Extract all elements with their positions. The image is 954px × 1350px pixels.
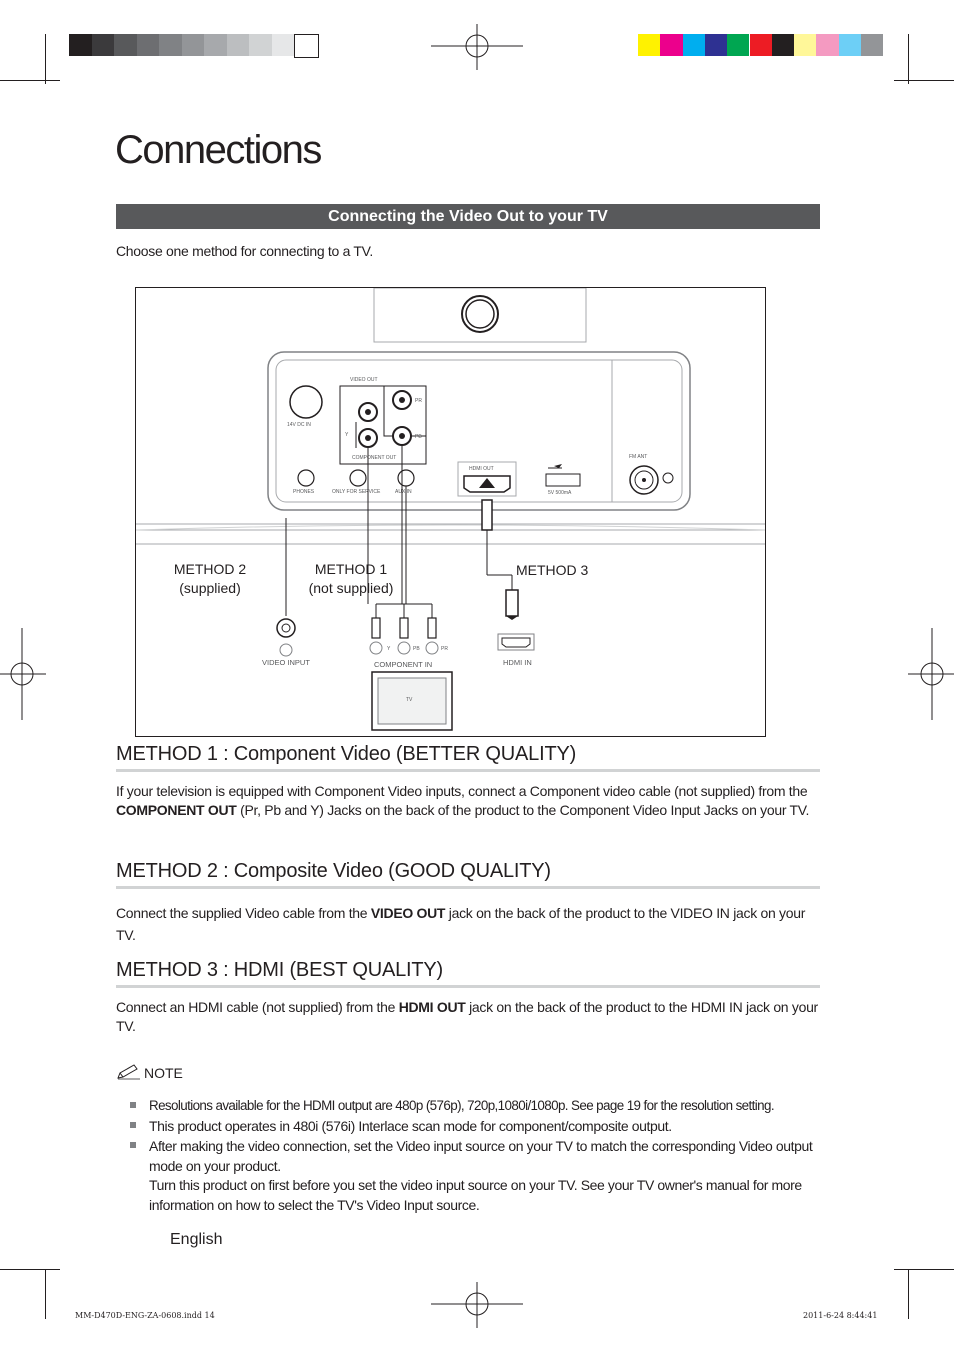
dc-in-label: 14V DC IN bbox=[287, 422, 311, 428]
method1-text-part1: If your television is equipped with Component Video inputs, connect a Component video cable (not supplied) from the bbox=[116, 783, 808, 799]
note-label: NOTE bbox=[144, 1065, 183, 1081]
tv-y-label: Y bbox=[387, 646, 391, 652]
intro-text: Choose one method for connecting to a TV. bbox=[116, 243, 373, 259]
page-title: Connections bbox=[115, 128, 321, 172]
method2-bold-term: VIDEO OUT bbox=[370, 905, 446, 921]
color-swatch bbox=[92, 34, 115, 56]
crop-mark bbox=[894, 1269, 954, 1270]
method3-text bbox=[116, 998, 818, 1036]
y-jack-icon bbox=[359, 429, 377, 447]
color-swatch bbox=[227, 34, 250, 56]
tv-hdmi-in-port-icon bbox=[498, 634, 534, 650]
note-bullet bbox=[130, 1122, 136, 1128]
crop-mark bbox=[0, 80, 60, 81]
method3-label: METHOD 3 bbox=[516, 562, 589, 578]
tv-label: TV bbox=[406, 697, 413, 703]
color-swatch bbox=[69, 34, 92, 56]
note-bullet bbox=[130, 1142, 136, 1148]
fm-ant-label: FM ANT bbox=[629, 454, 648, 460]
note-item: Resolutions available for the HDMI output are 480p (576p), 720p,1080i/1080p. See page 19 for the resolution setting. bbox=[149, 1098, 774, 1113]
color-swatch bbox=[750, 34, 772, 56]
method3-text-part1: Connect an HDMI cable (not supplied) from the bbox=[116, 999, 399, 1015]
registration-target-top bbox=[431, 24, 523, 70]
method2-label-line2: (supplied) bbox=[179, 580, 241, 596]
method2-label-line1: METHOD 2 bbox=[173, 561, 247, 577]
crop-mark bbox=[45, 34, 46, 84]
aux-in-label: AUX IN bbox=[395, 489, 412, 495]
phones-label: PHONES bbox=[293, 489, 315, 495]
color-swatch bbox=[772, 34, 794, 56]
color-swatch bbox=[272, 34, 295, 56]
section-heading: Connecting the Video Out to your TV bbox=[116, 204, 820, 229]
pr-label: PR bbox=[415, 398, 422, 404]
method1-bold-term: COMPONENT OUT bbox=[116, 802, 237, 818]
crop-mark bbox=[908, 1269, 909, 1319]
date-slug: 2011-6-24 8:44:41 bbox=[803, 1311, 878, 1320]
registration-target-right bbox=[908, 628, 954, 720]
color-swatch bbox=[249, 34, 272, 56]
component-out-label: COMPONENT OUT bbox=[352, 455, 397, 461]
method1-text-part2: (Pr, Pb and Y) Jacks on the back of the product to the Component Video Input Jacks on your TV. bbox=[236, 802, 810, 818]
registration-target-bottom bbox=[431, 1282, 523, 1328]
color-swatch bbox=[159, 34, 182, 56]
color-swatch bbox=[705, 34, 727, 56]
color-swatch bbox=[683, 34, 705, 56]
color-swatch bbox=[727, 34, 749, 56]
method1-text bbox=[116, 782, 818, 820]
color-swatch bbox=[638, 34, 660, 56]
tv-component-in-label: COMPONENT IN bbox=[374, 660, 433, 669]
crop-mark bbox=[45, 1269, 46, 1319]
method2-text-part2: jack on the back of the product to the VIDEO IN jack on your TV. bbox=[116, 905, 806, 943]
color-swatch bbox=[794, 34, 816, 56]
registration-target-left bbox=[0, 628, 46, 720]
aux-in-jack-icon bbox=[398, 470, 414, 486]
color-swatch bbox=[137, 34, 160, 56]
color-swatch bbox=[204, 34, 227, 56]
method2-text bbox=[116, 902, 818, 946]
color-swatch bbox=[816, 34, 838, 56]
pb-jack-icon bbox=[393, 427, 411, 445]
video-out-jack-icon bbox=[359, 403, 377, 421]
y-label: Y bbox=[345, 432, 349, 438]
pr-jack-icon bbox=[393, 391, 411, 409]
method2-heading: METHOD 2 : Composite Video (GOOD QUALITY) bbox=[116, 860, 820, 889]
crop-mark bbox=[894, 80, 954, 81]
method3-heading: METHOD 3 : HDMI (BEST QUALITY) bbox=[116, 959, 820, 988]
tv-video-input-label: VIDEO INPUT bbox=[262, 658, 310, 667]
hdmi-out-port-icon bbox=[464, 476, 510, 492]
file-slug: MM-D470D-ENG-ZA-0608.indd 14 bbox=[75, 1311, 215, 1320]
color-swatch bbox=[182, 34, 205, 56]
power-knob-icon bbox=[462, 296, 498, 332]
dc-in-jack-icon bbox=[290, 386, 322, 418]
tv-pr-label: PR bbox=[441, 646, 448, 652]
note-continuation: Turn this product on first before you set the video input source on your TV. See your TV owner's manual for more information on how to select the TV's Video Input source. bbox=[149, 1177, 802, 1213]
color-swatch bbox=[660, 34, 682, 56]
tv-hdmi-in-label: HDMI IN bbox=[503, 658, 532, 667]
method1-label-line2: (not supplied) bbox=[308, 580, 394, 596]
method3-text-part2: jack on the back of the product to the HDMI IN jack on your TV. bbox=[116, 999, 818, 1034]
color-swatch bbox=[839, 34, 861, 56]
tv-component-in-jacks-icon bbox=[370, 642, 438, 654]
note-pencil-icon bbox=[116, 1064, 142, 1080]
method1-heading: METHOD 1 : Component Video (BETTER QUALITY) bbox=[116, 743, 820, 772]
service-label: ONLY FOR SERVICE bbox=[332, 489, 381, 495]
method1-label-line1: METHOD 1 bbox=[314, 561, 388, 577]
color-swatch bbox=[114, 34, 137, 56]
usb-label: 5V 500mA bbox=[548, 490, 572, 496]
phones-jack-icon bbox=[298, 470, 314, 486]
note-item: After making the video connection, set the Video input source on your TV to match the corresponding Video output mode on your product. bbox=[149, 1138, 813, 1174]
crop-mark bbox=[0, 1269, 60, 1270]
connection-diagram bbox=[135, 287, 766, 737]
hdmi-cable bbox=[482, 500, 518, 620]
method3-bold-term: HDMI OUT bbox=[398, 999, 466, 1015]
method2-text-part1: Connect the supplied Video cable from the bbox=[116, 905, 371, 921]
video-out-label: VIDEO OUT bbox=[350, 377, 378, 383]
color-swatch bbox=[294, 34, 319, 58]
note-bullet bbox=[130, 1102, 136, 1108]
hdmi-out-label: HDMI OUT bbox=[469, 466, 494, 472]
tv-pb-label: PB bbox=[413, 646, 420, 652]
footer-language: English bbox=[170, 1231, 223, 1248]
tv-video-input-jack-icon bbox=[280, 644, 292, 656]
color-swatch bbox=[861, 34, 883, 56]
pb-label: PB bbox=[415, 434, 422, 440]
crop-mark bbox=[908, 34, 909, 84]
note-item: This product operates in 480i (576i) Interlace scan mode for component/composite output. bbox=[149, 1118, 672, 1134]
service-jack-icon bbox=[350, 470, 366, 486]
